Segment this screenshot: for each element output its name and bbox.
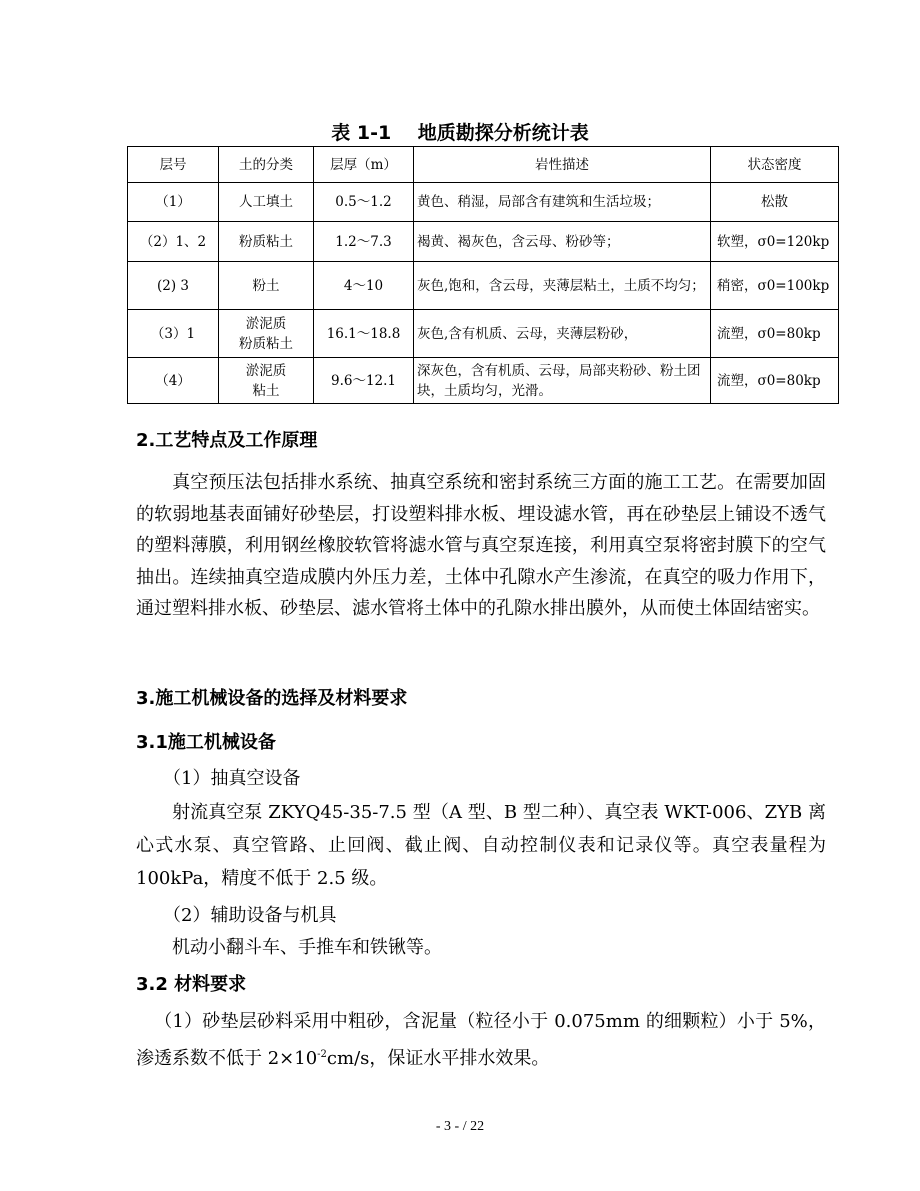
thickness-cell: 9.6～12.1 [314,358,414,404]
header-cell: 岩性描述 [414,147,711,183]
layer-cell: （3）1 [128,310,219,358]
subsection-heading: 3.2 材料要求 [136,974,247,995]
paragraph-text: 真空预压法包括排水系统、抽真空系统和密封系统三方面的施工工艺。在需要加固的软弱地基表面铺好砂垫层，打设塑料排水板、埋设滤水管，再在砂垫层上铺设不透气的塑料薄膜，利用钢丝橡胶软管将滤水管与真空泵连接，利用真空泵将密封膜下的空气抽出。连续抽真空造成膜内外压力差，土体中孔隙水产生渗流，在真空的吸力作用下，通过塑料排水板、砂垫层、滤水管将土体中的孔隙水排出膜外，从而使土体固结密实。 [136,472,826,619]
soil-type-cell: 淤泥质 粘土 [219,358,314,404]
table-header-row [128,147,839,183]
section-heading: 2.工艺特点及工作原理 [136,430,318,451]
header-cell: 层厚（m） [314,147,414,183]
paragraph-text: cm/s，保证水平排水效果。 [326,1048,550,1069]
paragraph-text: （1）砂垫层砂料采用中粗砂，含泥量（粒径小于 0.075mm 的细颗粒）小于 5%，渗透系数不低于 2×10 [136,1011,826,1069]
page-number: - 3 - / 22 [435,1119,485,1134]
subsection-heading: 3.1施工机械设备 [136,732,276,753]
soil-type-cell: 粉土 [219,262,314,310]
description-cell: 灰色,含有机质、云母，夹薄层粉砂， [414,310,711,358]
soil-type-cell: 人工填土 [219,183,314,222]
geology-table [127,146,839,404]
thickness-cell: 0.5～1.2 [314,183,414,222]
soil-type-cell: 粉质粘土 [219,222,314,262]
soil-type-cell: 淤泥质 粉质粘土 [219,310,314,358]
thickness-cell: 16.1～18.8 [314,310,414,358]
density-cell: 流塑，σ0=80kp [711,310,839,358]
thickness-cell: 1.2～7.3 [314,222,414,262]
item-paragraph [136,796,826,895]
table-title: 表 1-1 地质勘探分析统计表 [331,122,589,144]
description-cell: 灰色,饱和，含云母，夹薄层粘土，土质不均匀； [414,262,711,310]
description-cell: 褐黄、褐灰色，含云母、粉砂等； [414,222,711,262]
description-cell: 深灰色，含有机质、云母，局部夹粉砂、粉土团块，土质均匀，光滑。 [414,358,711,404]
paragraph-text: 射流真空泵 ZKYQ45-35-7.5 型（A 型、B 型二种）、真空表 WKT-006、ZYB 离心式水泵、真空管路、止回阀、截止阀、自动控制仪表和记录仪等。真空表量程为 100kPa，精度不低于 2.5 级。 [136,802,826,889]
density-cell: 流塑，σ0=80kp [711,358,839,404]
section-paragraph [136,467,826,625]
item-title: （1）抽真空设备 [163,768,301,789]
thickness-cell: 4～10 [314,262,414,310]
section-heading: 3.施工机械设备的选择及材料要求 [136,688,408,709]
density-cell: 软塑，σ0=120kp [711,222,839,262]
exponent-text: -2 [317,1049,327,1060]
table-row [128,262,839,310]
density-cell: 松散 [711,183,839,222]
header-cell: 状态密度 [711,147,839,183]
item-paragraph [136,1005,826,1075]
header-cell: 土的分类 [219,147,314,183]
table-row [128,183,839,222]
header-cell: 层号 [128,147,219,183]
layer-cell: （4） [128,358,219,404]
table-row [128,358,839,404]
layer-cell: （2）1、2 [128,222,219,262]
item-title: （2）辅助设备与机具 [163,905,337,926]
table-row [128,222,839,262]
layer-cell: (2) 3 [128,262,219,310]
description-cell: 黄色、稍湿，局部含有建筑和生活垃圾； [414,183,711,222]
layer-cell: （1） [128,183,219,222]
item-text: 机动小翻斗车、手推车和铁锹等。 [172,937,442,958]
density-cell: 稍密，σ0=100kp [711,262,839,310]
table-row [128,310,839,358]
